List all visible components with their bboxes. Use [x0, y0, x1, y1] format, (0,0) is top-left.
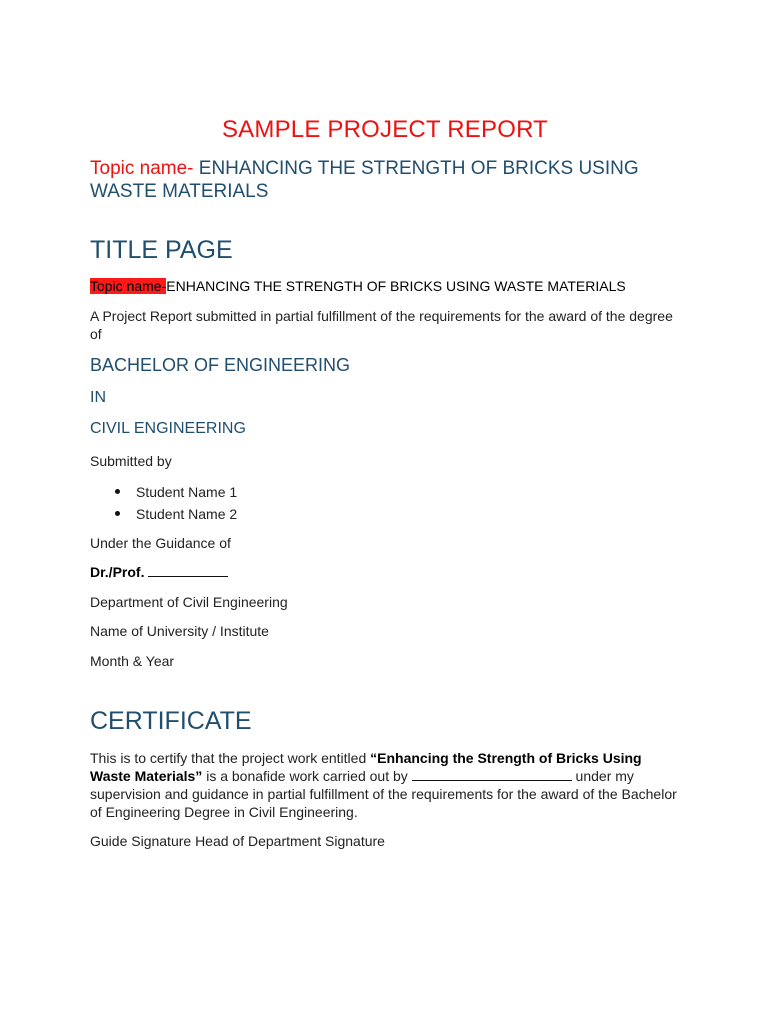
guide-name-blank	[148, 564, 228, 577]
list-item: Student Name 1	[90, 481, 237, 503]
student-name-blank	[412, 768, 572, 781]
department-text: Department of Civil Engineering	[90, 594, 288, 610]
branch-heading: CIVIL ENGINEERING	[90, 420, 246, 437]
certificate-heading: CERTIFICATE	[90, 707, 252, 735]
submitted-by-label: Submitted by	[90, 453, 172, 469]
title-page-topic-text: ENHANCING THE STRENGTH OF BRICKS USING WASTE MATERIALS	[166, 278, 626, 294]
highlighted-topic-prefix: Topic name-	[90, 278, 167, 294]
certificate-text-middle: is a bonafide work carried out by	[202, 768, 412, 784]
guide-prefix: Dr./Prof.	[90, 564, 145, 580]
topic-text: ENHANCING THE STRENGTH OF BRICKS USING WASTE MATERIALS	[90, 158, 639, 202]
guide-line	[90, 563, 685, 581]
project-title: “Enhancing the Strength of Bricks Using Waste Materials”	[90, 750, 642, 784]
signature-line: Guide Signature Head of Department Signature	[90, 833, 385, 849]
title-page-heading: TITLE PAGE	[90, 236, 233, 264]
university-text: Name of University / Institute	[90, 623, 269, 639]
document-title: SAMPLE PROJECT REPORT	[221, 116, 549, 143]
student-list	[90, 481, 237, 525]
topic-heading	[90, 157, 690, 203]
date-text: Month & Year	[90, 653, 175, 669]
title-page-topic	[90, 277, 685, 295]
certificate-text-end: under my supervision and guidance in partial fulfillment of the requirements for the award of the Bachelor of Engineering Degree in Civil Engineering.	[90, 768, 677, 820]
certificate-body	[90, 749, 685, 821]
topic-prefix: Topic name-	[90, 158, 194, 179]
list-item: Student Name 2	[90, 503, 237, 525]
certificate-text-start: This is to certify that the project work entitled	[90, 750, 371, 766]
submission-text: A Project Report submitted in partial fulfillment of the requirements for the award of the degree of	[90, 308, 673, 342]
degree-heading: BACHELOR OF ENGINEERING	[90, 355, 351, 375]
in-label: IN	[90, 389, 106, 406]
guidance-label: Under the Guidance of	[90, 535, 231, 551]
